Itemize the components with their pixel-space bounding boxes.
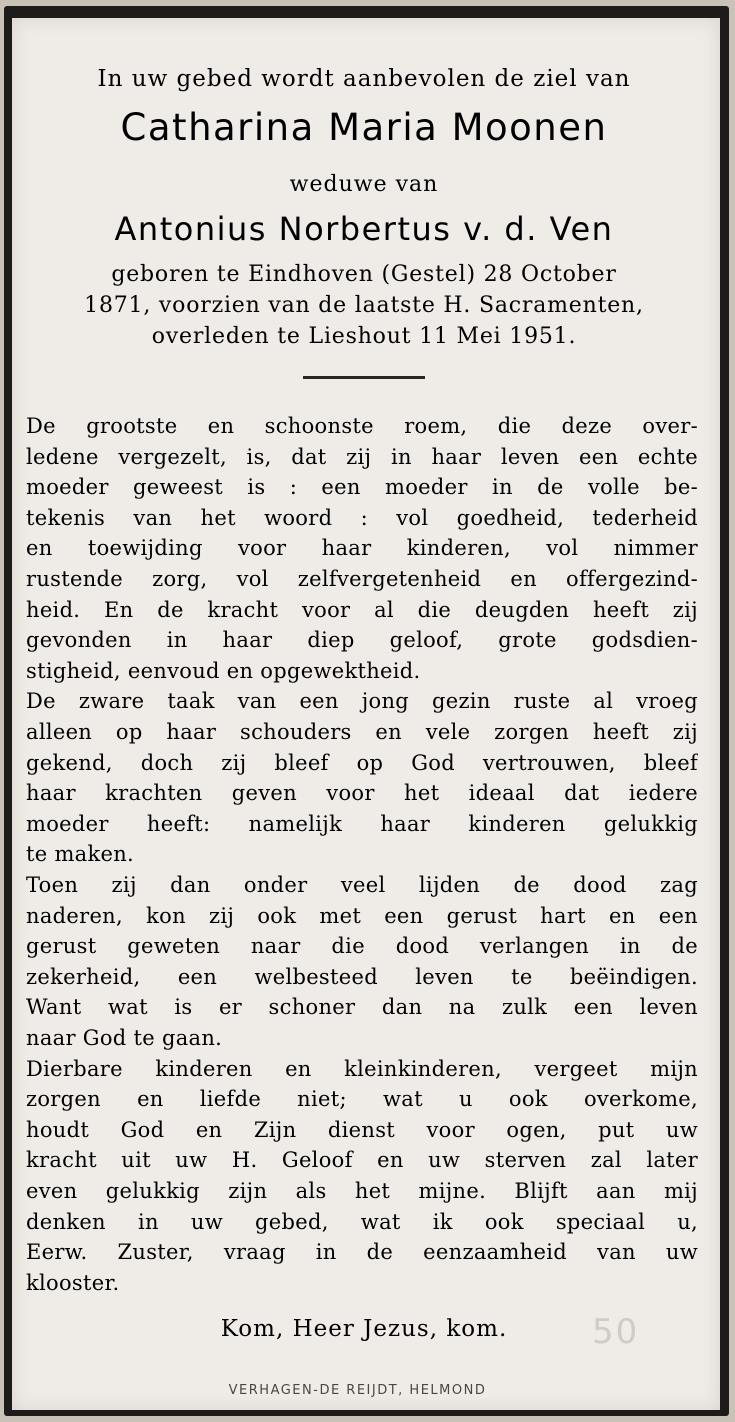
- body-line: moeder heeft: namelijk haar kinderen gelukkig: [26, 811, 698, 836]
- deceased-name: Catharina Maria Moonen: [120, 106, 608, 149]
- divider: [303, 376, 425, 379]
- body-line: Eerw. Zuster, vraag in de eenzaamheid van uw: [26, 1240, 698, 1265]
- body-line: Want wat is er schoner dan na zulk een leven: [26, 995, 698, 1020]
- body-line: kracht uit uw H. Geloof en uw sterven zal later: [26, 1148, 698, 1173]
- body-line: De grootste en schoonste roem, die deze over-: [26, 414, 698, 438]
- body-line: heid. En de kracht voor al die deugden heeft zij: [26, 597, 698, 622]
- closing-prayer: Kom, Heer Jezus, kom.: [220, 1316, 508, 1342]
- birth-line: overleden te Lieshout 11 Mei 1951.: [151, 324, 577, 349]
- body-line: Dierbare kinderen en kleinkinderen, vergeet mijn: [26, 1056, 698, 1081]
- body-line: alleen op haar schouders en vele zorgen heeft zij: [26, 720, 698, 744]
- body-line: zekerheid, een welbesteed leven te beëindigen.: [26, 964, 698, 989]
- body-line: moeder geweest is : een moeder in de volle be-: [26, 475, 698, 500]
- body-line: naderen, kon zij ook met een gerust hart en een: [26, 903, 698, 928]
- body-line: ledene vergezelt, is, dat zij in haar leven een echte: [26, 444, 698, 469]
- body-line: haar krachten geven voor het ideaal dat iedere: [26, 781, 698, 806]
- pencil-note: 50: [592, 1312, 640, 1352]
- intro-line: In uw gebed wordt aanbevolen de ziel van: [97, 66, 631, 92]
- body-line: even gelukkig zijn als het mijne. Blijft aan mij: [26, 1179, 698, 1203]
- body-line: rustende zorg, vol zelfvergetenheid en offergezind-: [26, 567, 698, 591]
- printer-imprint: VERHAGEN-DE REIJDT, HELMOND: [228, 1383, 487, 1398]
- birth-line: geboren te Eindhoven (Gestel) 28 October: [111, 262, 617, 287]
- body-line: en toewijding voor haar kinderen, vol nimmer: [26, 536, 698, 561]
- body-line: denken in uw gebed, wat ik ook speciaal u,: [26, 1209, 698, 1234]
- body-line: houdt God en Zijn dienst voor ogen, put uw: [26, 1117, 698, 1142]
- body-line: gekend, doch zij bleef op God vertrouwen, bleef: [26, 750, 698, 775]
- body-line: De zware taak van een jong gezin ruste al vroeg: [26, 689, 698, 714]
- body-line: stigheid, eenvoud en opgewektheid.: [26, 658, 421, 683]
- body-line: Toen zij dan onder veel lijden de dood zag: [26, 873, 698, 897]
- birth-line: 1871, voorzien van de laatste H. Sacramenten,: [84, 293, 644, 318]
- body-line: te maken.: [26, 842, 135, 867]
- body-line: gevonden in haar diep geloof, grote godsdien-: [26, 628, 698, 653]
- widow-of-label: weduwe van: [289, 172, 439, 197]
- body-line: klooster.: [26, 1270, 120, 1295]
- body-line: tekenis van het woord : vol goedheid, tederheid: [26, 505, 698, 530]
- body-line: gerust geweten naar die dood verlangen in de: [26, 934, 698, 959]
- spouse-name: Antonius Norbertus v. d. Ven: [114, 210, 614, 248]
- body-line: zorgen en liefde niet; wat u ook overkome,: [26, 1087, 698, 1112]
- body-line: naar God te gaan.: [26, 1026, 223, 1050]
